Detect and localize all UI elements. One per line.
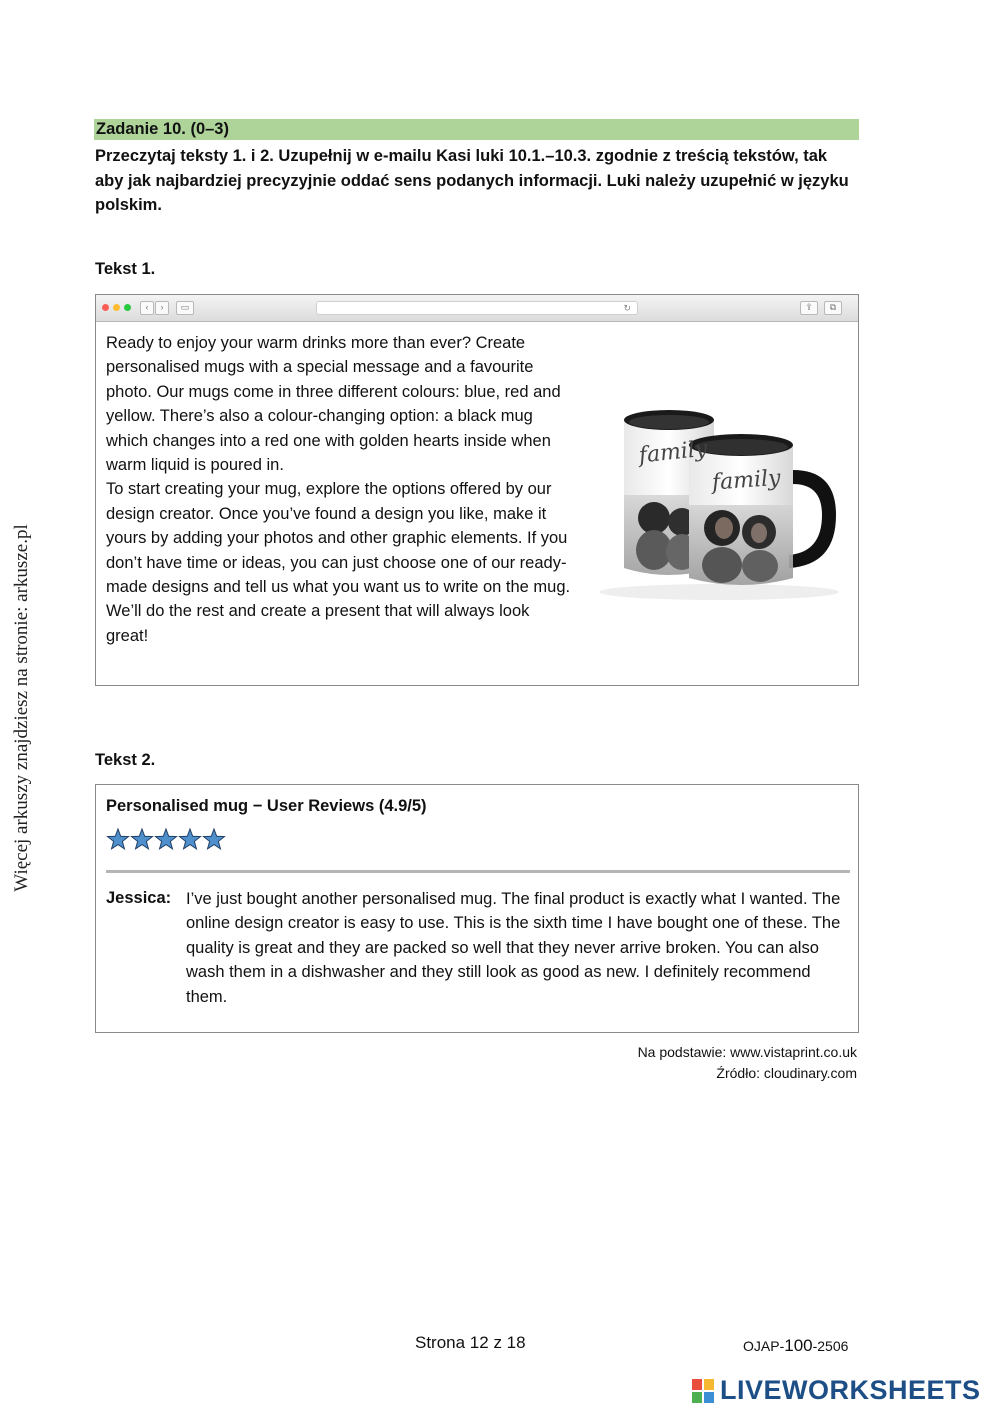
star-icon — [156, 829, 177, 849]
sidebar-icon: ▭ — [176, 301, 194, 315]
star-icon — [180, 829, 201, 849]
maximize-dot-icon — [124, 304, 131, 311]
share-icon: ⇪ — [800, 301, 818, 315]
star-icon — [204, 829, 225, 849]
review-box — [95, 784, 859, 1033]
reviewer-name: Jessica: — [106, 889, 172, 907]
text1-paragraph-1: Ready to enjoy your warm drinks more than ever? Create personalised mugs with a special message and a favourite photo. Our mugs come in three different colours: blue, red and yellow. There’s also a colour-changing option: a black mug which changes into a red one with golden hearts inside when warm liquid is poured in. — [106, 334, 561, 475]
exam-code-suffix: -2506 — [812, 1338, 849, 1354]
text1-paragraph-2: To start creating your mug, explore the options offered by our design creator. Once you’ve found a design you like, make it yours by adding your photos and other graphic elements. If you don’t have time or ideas, you can just choose one of our ready-made designs and tell us what you want us to write on the mug. We’ll do the rest and create a present that will always look great! — [106, 480, 571, 645]
mug-caption-back: family — [637, 436, 709, 469]
forward-icon: › — [155, 301, 169, 315]
back-icon: ‹ — [140, 301, 154, 315]
browser-toolbar — [96, 295, 858, 322]
exam-code — [743, 1336, 848, 1356]
source-line-1: Na podstawie: www.vistaprint.co.uk — [637, 1044, 857, 1060]
exam-code-main: 100 — [784, 1336, 813, 1355]
liveworksheets-logo-icon — [692, 1379, 714, 1403]
star-icon — [108, 829, 129, 849]
source-line-2: Źródło: cloudinary.com — [716, 1065, 857, 1081]
browser-window — [95, 294, 859, 686]
task-header: Zadanie 10. (0–3) — [94, 119, 859, 140]
mug-caption-front: family — [711, 465, 782, 496]
brand-logo — [692, 1375, 981, 1406]
divider — [106, 870, 850, 873]
text1-label: Tekst 1. — [95, 260, 156, 278]
minimize-dot-icon — [113, 304, 120, 311]
reload-icon: ↻ — [623, 303, 631, 313]
text2-label: Tekst 2. — [95, 751, 156, 769]
url-bar — [316, 301, 638, 315]
tabs-icon: ⧉ — [824, 301, 842, 315]
page-number: Strona 12 z 18 — [415, 1333, 526, 1352]
task-instruction: Przeczytaj teksty 1. i 2. Uzupełnij w e-mailu Kasi luki 10.1.–10.3. zgodnie z treścią tekstów, tak aby jak najbardziej precyzyjnie oddać sens podanych informacji. Luki należy uzupełnić w języku polskim. — [95, 147, 849, 214]
review-text: I’ve just bought another personalised mug. The final product is exactly what I wanted. The online design creator is easy to use. This is the sixth time I have bought one of these. The quality is great and they are packed so well that they never arrive broken. You can also wash them in a dishwasher and they still look as good as new. I definitely recommend them. — [186, 890, 841, 1006]
brand-text: LIVEWORKSHEETS — [720, 1375, 981, 1405]
mug-photo — [584, 400, 854, 600]
side-note: Więcej arkuszy znajdziesz na stronie: arkusze.pl — [11, 524, 32, 892]
close-dot-icon — [102, 304, 109, 311]
review-title: Personalised mug − User Reviews (4.9/5) — [106, 797, 427, 815]
exam-code-prefix: OJAP- — [743, 1338, 785, 1354]
text1-body — [106, 331, 571, 648]
star-icon — [132, 829, 153, 849]
star-rating — [106, 827, 231, 853]
